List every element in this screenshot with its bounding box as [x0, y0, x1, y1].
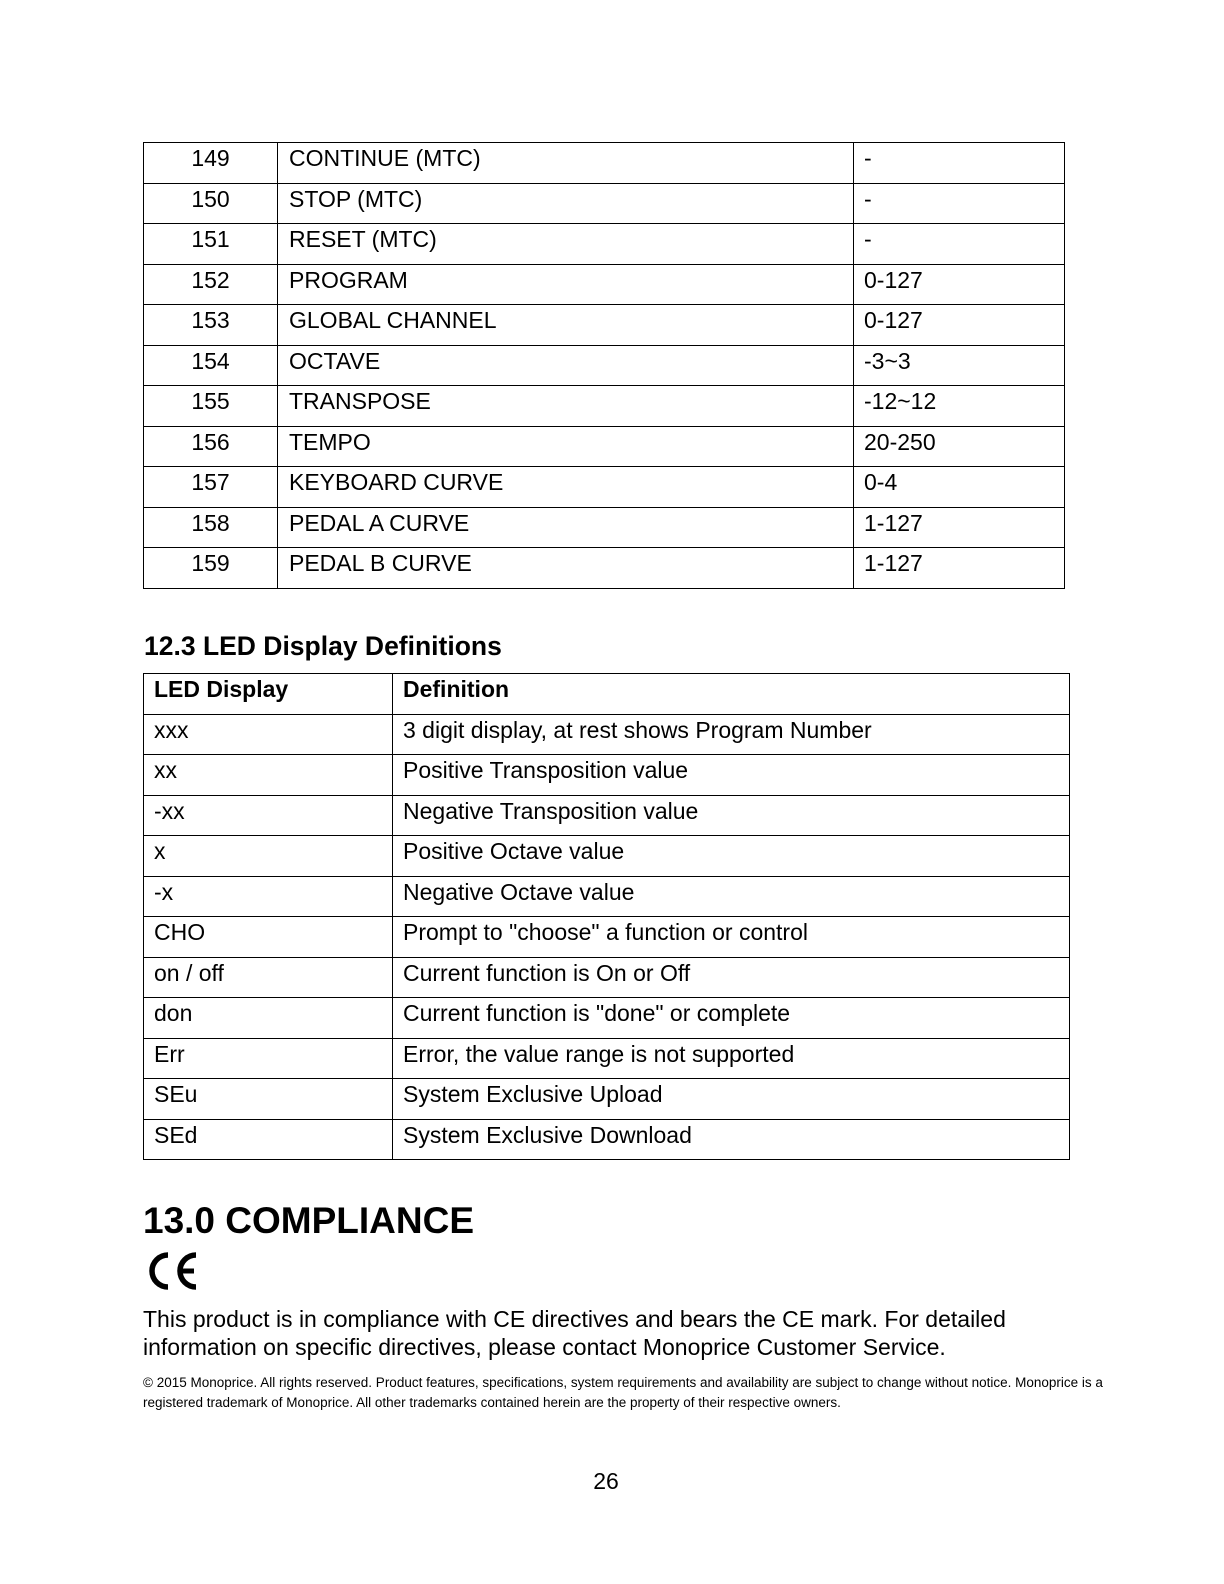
- table-row: [144, 755, 1070, 796]
- function-number: 158: [144, 507, 278, 548]
- table-row: [144, 714, 1070, 755]
- table-row: [144, 548, 1065, 589]
- led-code: SEd: [144, 1119, 393, 1160]
- led-definition: Positive Octave value: [393, 836, 1070, 877]
- table-row: [144, 143, 1065, 184]
- led-definition: System Exclusive Download: [393, 1119, 1070, 1160]
- table-row: [144, 917, 1070, 958]
- page-number: 26: [593, 1468, 619, 1494]
- function-name: PEDAL A CURVE: [278, 507, 854, 548]
- table-row: [144, 507, 1065, 548]
- function-name: PEDAL B CURVE: [278, 548, 854, 589]
- table-row: [144, 795, 1070, 836]
- table-row: [144, 1079, 1070, 1120]
- function-name: TRANSPOSE: [278, 386, 854, 427]
- table-header-row: [144, 674, 1070, 715]
- led-definition: Positive Transposition value: [393, 755, 1070, 796]
- led-code: CHO: [144, 917, 393, 958]
- led-code: x: [144, 836, 393, 877]
- led-definition: Current function is "done" or complete: [393, 998, 1070, 1039]
- led-code: don: [144, 998, 393, 1039]
- function-value: -3~3: [854, 345, 1065, 386]
- led-definition: System Exclusive Upload: [393, 1079, 1070, 1120]
- led-definition: Prompt to "choose" a function or control: [393, 917, 1070, 958]
- function-value: 0-4: [854, 467, 1065, 508]
- ce-mark-icon: [143, 1248, 205, 1294]
- function-name: OCTAVE: [278, 345, 854, 386]
- table-row: [144, 876, 1070, 917]
- function-name: CONTINUE (MTC): [278, 143, 854, 184]
- function-value: 20-250: [854, 426, 1065, 467]
- table-row: [144, 426, 1065, 467]
- function-number: 149: [144, 143, 278, 184]
- led-definition: Negative Octave value: [393, 876, 1070, 917]
- function-name: PROGRAM: [278, 264, 854, 305]
- column-header-led-display: LED Display: [144, 674, 393, 715]
- function-value: -12~12: [854, 386, 1065, 427]
- function-number: 159: [144, 548, 278, 589]
- function-number: 154: [144, 345, 278, 386]
- function-value: 0-127: [854, 264, 1065, 305]
- function-number: 155: [144, 386, 278, 427]
- midi-function-table: [143, 142, 1065, 589]
- table-row: [144, 836, 1070, 877]
- table-row: [144, 345, 1065, 386]
- table-row: [144, 1119, 1070, 1160]
- function-number: 156: [144, 426, 278, 467]
- led-definition: Error, the value range is not supported: [393, 1038, 1070, 1079]
- function-number: 153: [144, 305, 278, 346]
- compliance-heading: 13.0 COMPLIANCE: [143, 1200, 475, 1241]
- led-code: -xx: [144, 795, 393, 836]
- function-number: 152: [144, 264, 278, 305]
- function-value: -: [854, 143, 1065, 184]
- led-code: on / off: [144, 957, 393, 998]
- function-value: -: [854, 224, 1065, 265]
- function-name: STOP (MTC): [278, 183, 854, 224]
- table-row: [144, 264, 1065, 305]
- table-row: [144, 224, 1065, 265]
- function-value: 0-127: [854, 305, 1065, 346]
- table-row: [144, 957, 1070, 998]
- led-code: -x: [144, 876, 393, 917]
- led-display-table: [143, 673, 1070, 1160]
- led-definition: 3 digit display, at rest shows Program Number: [393, 714, 1070, 755]
- copyright-notice: © 2015 Monoprice. All rights reserved. Product features, specifications, system requirements and availability are subject to change without notice. Monoprice is a registered trademark of Monoprice. All other trademarks contained herein are the property of their respective owners.: [143, 1375, 1103, 1410]
- led-section-heading: 12.3 LED Display Definitions: [144, 631, 502, 661]
- led-code: xxx: [144, 714, 393, 755]
- table-row: [144, 183, 1065, 224]
- function-name: KEYBOARD CURVE: [278, 467, 854, 508]
- led-code: Err: [144, 1038, 393, 1079]
- table-row: [144, 386, 1065, 427]
- table-row: [144, 1038, 1070, 1079]
- function-number: 151: [144, 224, 278, 265]
- table-row: [144, 998, 1070, 1039]
- column-header-definition: Definition: [393, 674, 1070, 715]
- function-number: 157: [144, 467, 278, 508]
- function-value: -: [854, 183, 1065, 224]
- led-code: SEu: [144, 1079, 393, 1120]
- function-number: 150: [144, 183, 278, 224]
- led-code: xx: [144, 755, 393, 796]
- table-row: [144, 467, 1065, 508]
- function-name: GLOBAL CHANNEL: [278, 305, 854, 346]
- led-definition: Negative Transposition value: [393, 795, 1070, 836]
- table-row: [144, 305, 1065, 346]
- function-name: RESET (MTC): [278, 224, 854, 265]
- function-name: TEMPO: [278, 426, 854, 467]
- function-value: 1-127: [854, 548, 1065, 589]
- compliance-statement: This product is in compliance with CE directives and bears the CE mark. For detailed information on specific directives, please contact Monoprice Customer Service.: [143, 1306, 1006, 1360]
- function-value: 1-127: [854, 507, 1065, 548]
- led-definition: Current function is On or Off: [393, 957, 1070, 998]
